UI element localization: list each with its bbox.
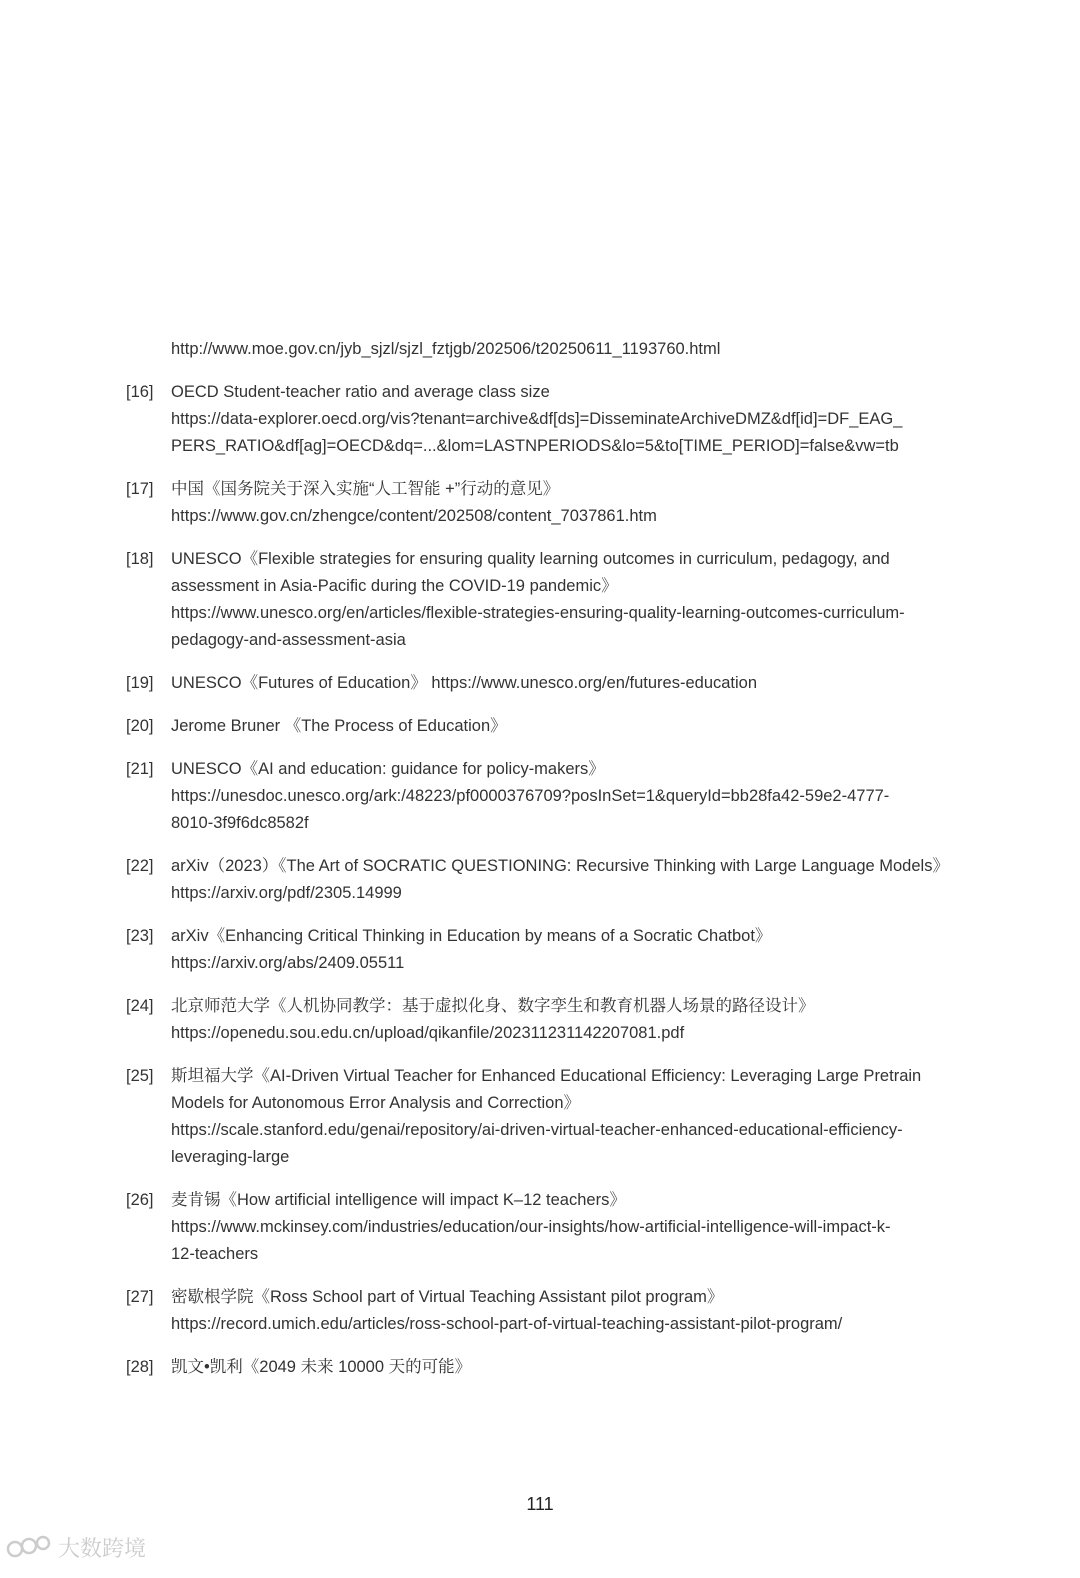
reference-entry bbox=[126, 1187, 956, 1268]
reference-url-line[interactable]: https://www.mckinsey.com/industries/education/our-insights/how-artificial-intelligence-will-impact-k- bbox=[171, 1218, 891, 1236]
reference-number: [21] bbox=[126, 760, 154, 778]
reference-entry bbox=[126, 853, 956, 907]
reference-url-line[interactable]: https://arxiv.org/pdf/2305.14999 bbox=[171, 884, 402, 902]
reference-url-line[interactable]: leveraging-large bbox=[171, 1148, 290, 1166]
reference-list bbox=[126, 336, 956, 1381]
reference-text-line: Jerome Bruner 《The Process of Education》 bbox=[171, 717, 507, 735]
reference-url-line[interactable]: https://unesdoc.unesco.org/ark:/48223/pf0000376709?posInSet=1&queryId=bb28fa42-59e2-4777- bbox=[171, 787, 890, 805]
reference-number: [22] bbox=[126, 857, 154, 875]
reference-url-line[interactable]: https://record.umich.edu/articles/ross-school-part-of-virtual-teaching-assistant-pilot-program/ bbox=[171, 1315, 843, 1333]
reference-text-line: arXiv（2023）《The Art of SOCRATIC QUESTIONING: Recursive Thinking with Large Language Models》 bbox=[171, 857, 949, 875]
reference-text-line: OECD Student-teacher ratio and average class size bbox=[171, 383, 550, 401]
reference-entry bbox=[126, 1063, 956, 1171]
reference-text-line: 北京师范大学《人机协同教学：基于虚拟化身、数字孪生和教育机器人场景的路径设计》 bbox=[171, 997, 815, 1015]
reference-text-line: arXiv《Enhancing Critical Thinking in Education by means of a Socratic Chatbot》 bbox=[171, 927, 772, 945]
reference-entry bbox=[126, 476, 956, 530]
reference-number: [27] bbox=[126, 1288, 154, 1306]
reference-entries bbox=[126, 379, 956, 1381]
reference-url-line[interactable]: https://www.unesco.org/en/articles/flexible-strategies-ensuring-quality-learning-outcomes-curriculum- bbox=[171, 604, 905, 622]
reference-number: [25] bbox=[126, 1067, 154, 1085]
reference-entry bbox=[126, 993, 956, 1047]
reference-number: [24] bbox=[126, 997, 154, 1015]
reference-text-line: UNESCO《AI and education: guidance for policy-makers》 bbox=[171, 760, 605, 778]
reference-text-line: 密歇根学院《Ross School part of Virtual Teaching Assistant pilot program》 bbox=[171, 1288, 724, 1306]
reference-entry bbox=[126, 670, 956, 697]
reference-entry bbox=[126, 923, 956, 977]
reference-number: [23] bbox=[126, 927, 154, 945]
reference-text-line: Models for Autonomous Error Analysis and Correction》 bbox=[171, 1094, 581, 1112]
reference-url-line[interactable]: pedagogy-and-assessment-asia bbox=[171, 631, 406, 649]
reference-entry bbox=[126, 1284, 956, 1338]
reference-entry bbox=[126, 1354, 956, 1381]
reference-continuation-url[interactable]: http://www.moe.gov.cn/jyb_sjzl/sjzl_fztjgb/202506/t20250611_1193760.html bbox=[171, 340, 721, 358]
page-number: 111 bbox=[526, 1494, 554, 1514]
reference-number: [20] bbox=[126, 717, 154, 735]
reference-url-line[interactable]: 8010-3f9f6dc8582f bbox=[171, 814, 309, 832]
reference-text-line: 中国《国务院关于深入实施“人工智能 +”行动的意见》 bbox=[171, 480, 560, 498]
reference-text-line: assessment in Asia-Pacific during the COVID-19 pandemic》 bbox=[171, 577, 618, 595]
reference-entry bbox=[126, 756, 956, 837]
reference-text-line: UNESCO《Flexible strategies for ensuring quality learning outcomes in curriculum, pedagogy, and bbox=[171, 550, 890, 568]
reference-url-line[interactable]: https://arxiv.org/abs/2409.05511 bbox=[171, 954, 405, 972]
reference-url-line[interactable]: PERS_RATIO&df[ag]=OECD&dq=...&lom=LASTNPERIODS&lo=5&to[TIME_PERIOD]=false&vw=tb bbox=[171, 437, 899, 455]
reference-url-line[interactable]: https://openedu.sou.edu.cn/upload/qikanfile/202311231142207081.pdf bbox=[171, 1024, 685, 1042]
reference-text-line: 麦肯锡《How artificial intelligence will impact K–12 teachers》 bbox=[171, 1191, 626, 1209]
reference-number: [19] bbox=[126, 674, 154, 692]
reference-number: [28] bbox=[126, 1358, 154, 1376]
reference-url-line[interactable]: 12-teachers bbox=[171, 1245, 259, 1263]
reference-text-line: UNESCO《Futures of Education》 https://www.unesco.org/en/futures-education bbox=[171, 674, 758, 692]
watermark-text: 大数跨境 bbox=[58, 1536, 147, 1561]
reference-number: [26] bbox=[126, 1191, 154, 1209]
reference-url-line[interactable]: https://data-explorer.oecd.org/vis?tenant=archive&df[ds]=DisseminateArchiveDMZ&df[id]=DF_EAG_ bbox=[171, 410, 903, 428]
reference-entry bbox=[126, 713, 956, 740]
reference-text-line: 斯坦福大学《AI-Driven Virtual Teacher for Enhanced Educational Efficiency: Leveraging Large Pretrain bbox=[171, 1067, 922, 1085]
logo-mark-icon bbox=[6, 1535, 52, 1561]
reference-text-line: 凯文•凯利《2049 未来 10000 天的可能》 bbox=[171, 1358, 472, 1376]
reference-entry bbox=[126, 379, 956, 460]
watermark bbox=[6, 1532, 146, 1563]
reference-number: [18] bbox=[126, 550, 154, 568]
reference-entry bbox=[126, 546, 956, 654]
reference-number: [17] bbox=[126, 480, 154, 498]
reference-url-line[interactable]: https://www.gov.cn/zhengce/content/202508/content_7037861.htm bbox=[171, 507, 657, 525]
reference-number: [16] bbox=[126, 383, 154, 401]
reference-url-line[interactable]: https://scale.stanford.edu/genai/repository/ai-driven-virtual-teacher-enhanced-educational-efficiency- bbox=[171, 1121, 903, 1139]
